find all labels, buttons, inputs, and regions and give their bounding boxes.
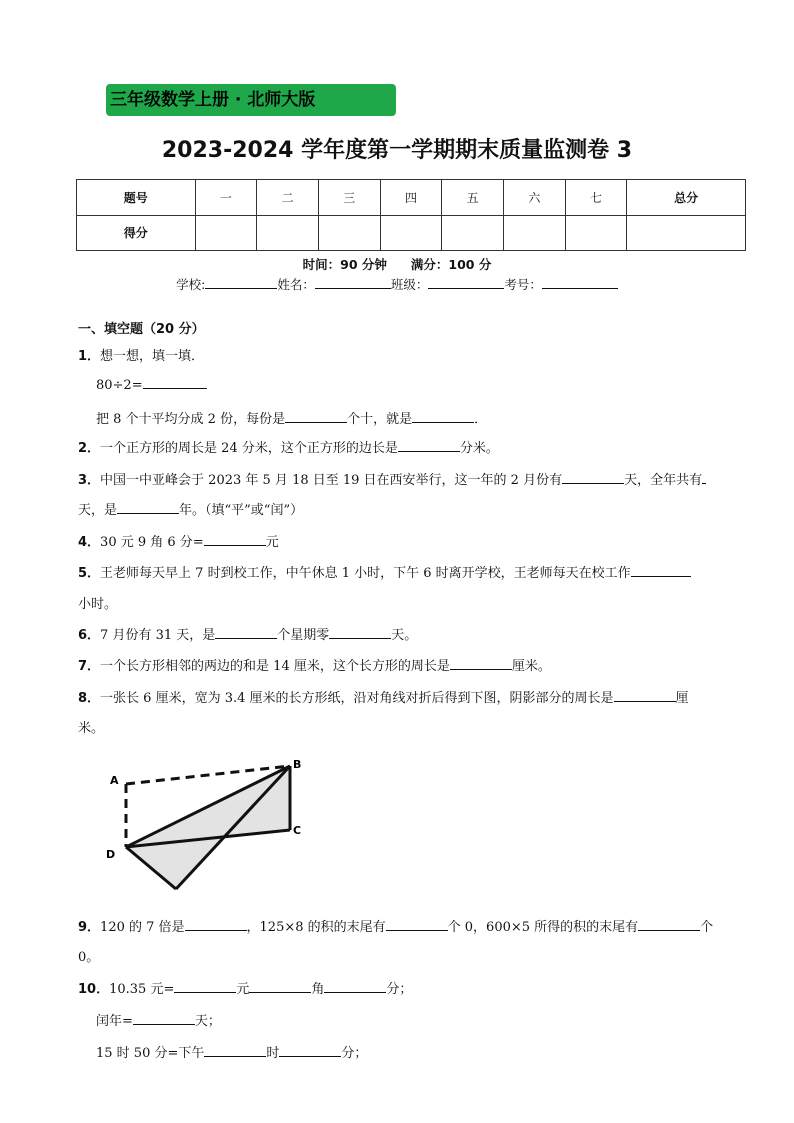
class-label: 班级： (390, 277, 429, 292)
answer-blank[interactable] (117, 501, 179, 514)
answer-blank[interactable] (324, 980, 386, 993)
question-10-sub-3 (96, 1042, 367, 1061)
score-cell[interactable] (195, 215, 257, 251)
score-header-cell: 五 (442, 180, 504, 216)
score-header-cell: 题号 (77, 180, 196, 216)
question-number: 4． (78, 535, 101, 550)
question-text: 天，是 (78, 503, 118, 518)
question-2 (78, 437, 499, 456)
question-text: 元 (236, 982, 250, 997)
question-text: 一个正方形的周长是 24 分米，这个正方形的边长是 (100, 441, 398, 456)
question-5-cont (78, 593, 117, 612)
question-number: 3． (78, 473, 101, 488)
question-1-sub-1 (96, 376, 207, 393)
answer-blank[interactable] (412, 410, 474, 423)
question-10 (78, 978, 412, 997)
question-text: 个 0，600×5 所得的积的末尾有 (447, 920, 639, 935)
question-number: 9． (78, 920, 101, 935)
label-a: A (110, 774, 119, 787)
question-text: ，125×8 的积的末尾有 (246, 920, 386, 935)
answer-blank[interactable] (631, 564, 691, 577)
score-cell[interactable] (504, 215, 566, 251)
question-3 (78, 469, 706, 488)
answer-blank[interactable] (249, 980, 311, 993)
question-text: 中国一中亚峰会于 2023 年 5 月 18 日至 19 日在西安举行，这一年的 2 月份有 (100, 473, 563, 488)
score-header-cell: 二 (257, 180, 319, 216)
question-text: 个十，就是 (347, 412, 413, 427)
score-header-cell: 一 (195, 180, 257, 216)
question-1 (78, 345, 204, 364)
question-10-sub-2 (96, 1010, 221, 1029)
question-number: 6． (78, 628, 101, 643)
question-text: 80÷2= (96, 378, 143, 393)
label-b: B (293, 758, 302, 771)
name-blank[interactable] (315, 276, 391, 289)
question-text: 年。（填“平”或“闰”） (179, 503, 304, 518)
question-text: 120 的 7 倍是 (100, 920, 185, 935)
score-table (76, 179, 746, 251)
question-text: ． (474, 412, 488, 427)
question-8 (78, 687, 689, 706)
answer-blank[interactable] (614, 689, 676, 702)
question-text: 15 时 50 分=下午 (96, 1046, 205, 1061)
label-c: C (293, 824, 302, 837)
question-number: 8． (78, 691, 101, 706)
question-text: 厘米。 (511, 659, 551, 674)
question-number: 1． (78, 349, 101, 364)
answer-blank[interactable] (174, 980, 236, 993)
score-header-cell: 三 (318, 180, 380, 216)
question-text: 想一想，填一填． (100, 349, 205, 364)
question-text: 30 元 9 角 6 分= (100, 535, 204, 550)
class-blank[interactable] (428, 276, 504, 289)
answer-blank[interactable] (398, 439, 460, 452)
number-label: 考号： (504, 277, 542, 292)
question-text: 元 (265, 535, 279, 550)
question-text: 10.35 元= (109, 982, 175, 997)
answer-blank[interactable] (329, 626, 391, 639)
school-label: 学校: (176, 277, 206, 292)
full-score: 满分：100 分 (410, 257, 492, 272)
question-text: 天； (194, 1014, 221, 1029)
score-cell[interactable] (380, 215, 442, 251)
answer-blank[interactable] (204, 533, 266, 546)
number-blank[interactable] (542, 276, 618, 289)
score-header-cell: 四 (380, 180, 442, 216)
score-table-score-row (77, 215, 746, 251)
question-text: 天，全年共有 (624, 473, 703, 488)
exam-time-info (0, 255, 794, 273)
question-text: 一张长 6 厘米，宽为 3.4 厘米的长方形纸，沿对角线对折后得到下图，阴影部分的周长是 (100, 691, 614, 706)
question-number: 2． (78, 441, 101, 456)
answer-blank[interactable] (285, 410, 347, 423)
question-text: 王老师每天早上 7 时到校工作，中午休息 1 小时，下午 6 时离开学校，王老师每天在校工作 (100, 566, 631, 581)
score-cell[interactable] (627, 215, 746, 251)
grade-badge: 三年级数学上册 · 北师大版 (106, 84, 396, 116)
score-header-cell: 六 (504, 180, 566, 216)
answer-blank[interactable] (450, 657, 512, 670)
question-text: 厘 (675, 691, 689, 706)
question-text: 0。 (78, 950, 100, 965)
exam-title: 2023-2024 学年度第一学期期末质量监测卷 3 (161, 138, 633, 163)
question-text: 分； (341, 1046, 368, 1061)
question-text: 闰年= (96, 1014, 133, 1029)
score-header-cell: 七 (565, 180, 627, 216)
answer-blank[interactable] (185, 918, 247, 931)
score-table-header-row (77, 180, 746, 216)
answer-blank[interactable] (215, 626, 277, 639)
answer-blank[interactable] (562, 471, 624, 484)
question-1-sub-2 (96, 408, 487, 427)
name-label: 姓名： (277, 277, 315, 292)
question-text: 个星期零 (277, 628, 330, 643)
answer-blank[interactable] (279, 1044, 341, 1057)
question-text: 角 (311, 982, 325, 997)
question-3-cont (78, 499, 303, 518)
folded-rectangle-figure (104, 752, 304, 894)
question-text: 把 8 个十平均分成 2 份，每份是 (96, 412, 286, 427)
score-cell[interactable] (257, 215, 319, 251)
question-text: 小时。 (78, 597, 118, 612)
question-9-cont (78, 946, 99, 965)
question-8-cont (78, 717, 104, 736)
question-text: 时 (266, 1046, 280, 1061)
student-info-line (0, 275, 794, 293)
question-text: 天。 (391, 628, 418, 643)
section-title: 一、填空题（20 分） (78, 322, 205, 337)
answer-blank[interactable] (638, 918, 700, 931)
question-5 (78, 562, 691, 581)
question-9 (78, 916, 713, 935)
answer-blank[interactable] (386, 918, 448, 931)
score-cell[interactable] (442, 215, 504, 251)
score-row-label: 得分 (77, 215, 196, 251)
question-text: 7 月份有 31 天，是 (100, 628, 216, 643)
label-d: D (106, 848, 116, 861)
time-limit: 时间：90 分钟 (302, 257, 387, 272)
question-6 (78, 624, 417, 643)
question-number: 7． (78, 659, 101, 674)
question-text: 一个长方形相邻的两边的和是 14 厘米，这个长方形的周长是 (100, 659, 450, 674)
answer-blank[interactable] (702, 471, 706, 484)
question-text: 分； (386, 982, 413, 997)
question-number: 5． (78, 566, 101, 581)
score-cell[interactable] (318, 215, 380, 251)
answer-blank[interactable] (133, 1012, 195, 1025)
school-blank[interactable] (205, 276, 277, 289)
question-number: 10． (78, 982, 110, 997)
question-4 (78, 531, 279, 550)
question-text: 分米。 (459, 441, 499, 456)
question-7 (78, 655, 551, 674)
question-text: 米。 (78, 721, 105, 736)
answer-blank[interactable] (143, 376, 207, 389)
score-cell[interactable] (565, 215, 627, 251)
question-text: 个 (700, 920, 714, 935)
answer-blank[interactable] (204, 1044, 266, 1057)
score-header-cell: 总分 (627, 180, 746, 216)
